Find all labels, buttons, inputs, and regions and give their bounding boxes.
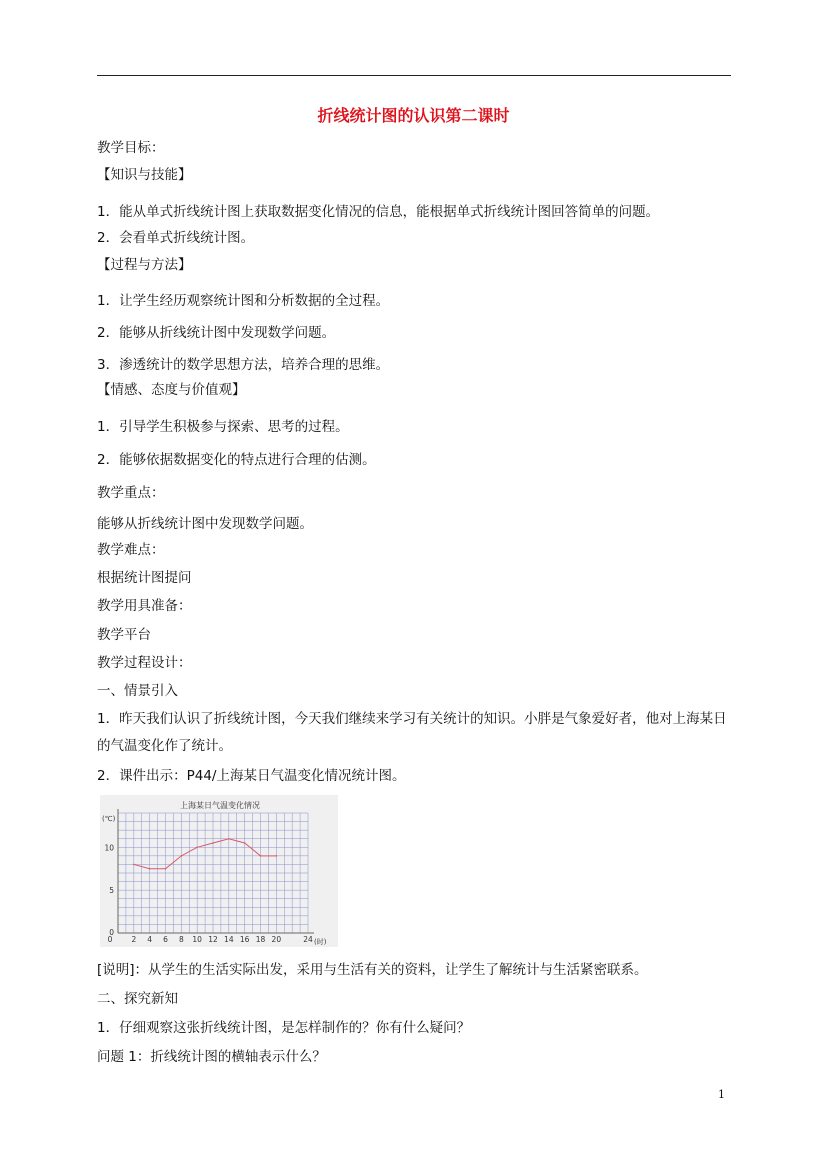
data-point (181, 855, 183, 857)
chart-x-unit: (时) (314, 938, 327, 946)
data-point (244, 842, 246, 844)
data-point (276, 855, 278, 857)
data-point (228, 838, 230, 840)
text-line: 能够从折线统计图中发现数学问题。 (97, 516, 313, 532)
y-tick-label: 0 (109, 928, 114, 937)
y-tick-label: 10 (104, 843, 114, 853)
temperature-line-chart (100, 795, 338, 947)
section-heading: 二、探究新知 (97, 991, 178, 1007)
text-line: 2．课件出示：P44/上海某日气温变化情况统计图。 (97, 768, 406, 784)
y-tick-label: 5 (109, 886, 114, 896)
x-tick-label: 18 (255, 935, 266, 944)
x-tick-label: 14 (224, 935, 234, 944)
chart-y-unit: (℃) (102, 815, 116, 823)
x-tick-label: 4 (147, 935, 153, 944)
x-tick-label: 16 (239, 935, 250, 944)
data-point (196, 846, 198, 848)
data-point (149, 868, 151, 870)
page-number: 1 (718, 1088, 725, 1101)
heading-attitude: 【情感、态度与价值观】 (97, 382, 246, 398)
x-tick-label: 6 (163, 935, 168, 944)
header-rule (97, 75, 731, 76)
x-tick-label: 0 (107, 935, 113, 944)
text-line: 1．仔细观察这张折线统计图，是怎样制作的？你有什么疑问？ (97, 1020, 471, 1036)
section-heading: 一、情景引入 (97, 683, 178, 699)
heading-process-design: 教学过程设计： (97, 655, 192, 671)
x-tick-label: 2 (131, 935, 137, 944)
text-line: 根据统计图提问 (97, 570, 192, 586)
x-tick-label: 24 (303, 935, 313, 944)
heading-tools: 教学用具准备： (97, 598, 192, 614)
text-line: 2．会看单式折线统计图。 (97, 230, 255, 246)
heading-difficulties: 教学难点： (97, 542, 165, 558)
text-line: 1．让学生经历观察统计图和分析数据的全过程。 (97, 293, 390, 309)
data-point (165, 868, 167, 870)
text-line: 2．能够从折线统计图中发现数学问题。 (97, 325, 336, 341)
heading-objectives: 教学目标： (97, 140, 165, 156)
heading-key-points: 教学重点： (97, 485, 165, 501)
heading-process: 【过程与方法】 (97, 257, 192, 273)
data-point (212, 842, 214, 844)
x-tick-label: 12 (208, 935, 218, 944)
text-line: 教学平台 (97, 627, 151, 643)
text-line: 2．能够依据数据变化的特点进行合理的估测。 (97, 452, 376, 468)
heading-knowledge: 【知识与技能】 (97, 167, 192, 183)
page-title: 折线统计图的认识第二课时 (317, 106, 510, 125)
x-tick-label: 8 (178, 935, 184, 944)
paragraph: 1．昨天我们认识了折线统计图，今天我们继续来学习有关统计的知识。小胖是气象爱好者，他对上海某日的气温变化作了统计。 (97, 711, 727, 754)
text-line: 3．渗透统计的数学思想方法，培养合理的思维。 (97, 357, 390, 373)
text-line: 1．引导学生积极参与探索、思考的过程。 (97, 419, 349, 435)
data-point (133, 864, 135, 866)
chart-title: 上海某日气温变化情况 (180, 801, 260, 810)
x-tick-label: 20 (271, 935, 282, 944)
note-line: [说明]：从学生的生活实际出发，采用与生活有关的资料，让学生了解统计与生活紧密联系。 (97, 962, 648, 978)
data-point (260, 855, 262, 857)
x-tick-label: 10 (192, 935, 202, 944)
text-line: 1．能从单式折线统计图上获取数据变化情况的信息，能根据单式折线统计图回答简单的问题。 (97, 204, 660, 220)
text-line: 问题 1：折线统计图的横轴表示什么？ (97, 1049, 326, 1065)
